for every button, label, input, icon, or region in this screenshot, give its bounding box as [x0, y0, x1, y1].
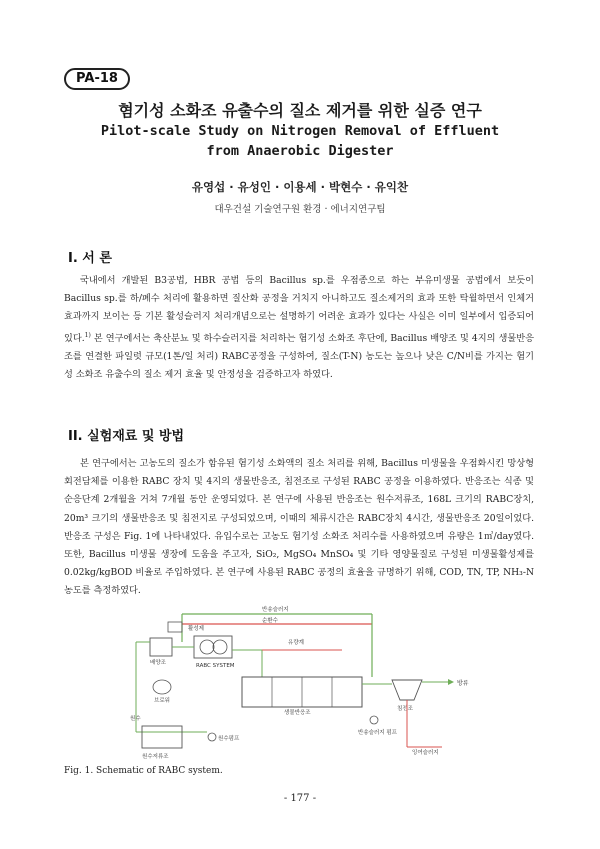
section-introduction-heading: I. 서 론	[68, 251, 112, 266]
title-korean: 혐기성 소화조 유출수의 질소 제거를 위한 실증 연구	[118, 101, 482, 120]
label-storage-tank: 원수저류조	[142, 754, 169, 760]
label-clarifier: 침전조	[397, 706, 413, 712]
poster-code-badge: PA-18	[64, 68, 130, 90]
title-english-line1: Pilot-scale Study on Nitrogen Removal of Effluent	[100, 123, 500, 139]
authors: 유영섭 · 유성인 · 이용세 · 박현수 · 유익찬	[191, 180, 409, 194]
label-activator: 활성제	[188, 626, 204, 632]
label-flow-meter: 유량계	[288, 640, 304, 646]
intro-text: 국내에서 개발된 B3공법, HBR 공법 등의 Bacillus sp.를 우점종으로 하는 부유미생물 공법에서 보듯이 Bacillus sp.를 하/폐수 처리에 활용하면 질산화 공정을 거치지 아니하고도 질소제거의 효과 또한 탁월하면서 인체거 효과까지 보이는 등 기본 활성슬러지 처리개념으로는 설명하기 어려운 효과가 있다는 사실은 이미 일부에서 입증되어 있다.	[64, 275, 534, 344]
page-number: - 177 -	[283, 793, 317, 804]
label-sludge-pump: 반송슬러지 펌프	[358, 730, 397, 736]
reference-mark: 1)	[84, 331, 91, 339]
label-raw-pump: 원수펌프	[218, 736, 240, 742]
label-bioreactor: 생물반응조	[284, 710, 311, 716]
label-rabc-system: RABC SYSTEM	[196, 663, 235, 669]
label-raw-water: 원수	[130, 716, 141, 722]
label-blower: 브로워	[154, 698, 170, 704]
introduction-paragraph	[64, 272, 534, 384]
label-bacillus-tank: 배양조	[150, 660, 166, 666]
intro-text-rest: 본 연구에서는 축산분뇨 및 하수슬러지를 처리하는 혐기성 소화조 후단에, Bacillus 배양조 및 4지의 생물반응조를 연결한 파일럿 규모(1톤/일 처리) RABC공정을 구성하여, 질소(T-N) 농도는 높으나 낮은 C/N비를 가지는 혐기성 소화조 유출수의 질소 제거 효율 및 안정성을 검증하고자 하였다.	[64, 332, 534, 381]
title-english-line2: from Anaerobic Digester	[206, 143, 394, 159]
figure-caption: Fig. 1. Schematic of RABC system.	[64, 766, 223, 776]
rabc-schematic-figure	[112, 602, 492, 762]
label-waste-sludge: 잉여슬러지	[412, 750, 439, 756]
label-discharge: 방류	[457, 680, 469, 687]
section-methods-heading: II. 실험재료 및 방법	[68, 429, 185, 444]
label-circulation: 순환수	[262, 618, 278, 624]
label-return-sludge: 반송슬러지	[262, 607, 289, 613]
affiliation: 대우건설 기술연구원 환경 · 에너지연구팀	[214, 204, 386, 215]
methods-paragraph: 본 연구에서는 고농도의 질소가 함유된 혐기성 소화액의 질소 처리를 위해, Bacillus 미생물을 우점화시킨 망상형 회전담체를 이용한 RABC 장치 및 4지의 생물반응조, 침전조로 구성된 RABC 공정을 이용하였다. 반응조는 식종 및 순응단계 2개월을 거쳐 7개월 동안 운영되었다. 본 연구에 사용된 반응조는 원수저류조, 168L 크기의 RABC장치, 20m³ 크기의 생물반응조 및 침전지로 구성되었으며, 이때의 체류시간은 RABC장치 4시간, 생물반응조 20일이었다. 반응조 구성은 Fig. 1에 나타내었다. 유입수로는 고농도 혐기성 소화조 처리수를 사용하였으며 유량은 1㎥/day였다. 또한, Bacillus 미생물 생장에 도움을 주고자, SiO₂, MgSO₄ MnSO₄ 및 기타 영양물질로 구성된 미생물활성제를 0.02kg/kgBOD 비율로 주입하였다. 본 연구에 사용된 RABC 공정의 효율을 규명하기 위해, COD, TN, TP, NH₃-N 농도를 측정하였다.	[64, 458, 534, 597]
